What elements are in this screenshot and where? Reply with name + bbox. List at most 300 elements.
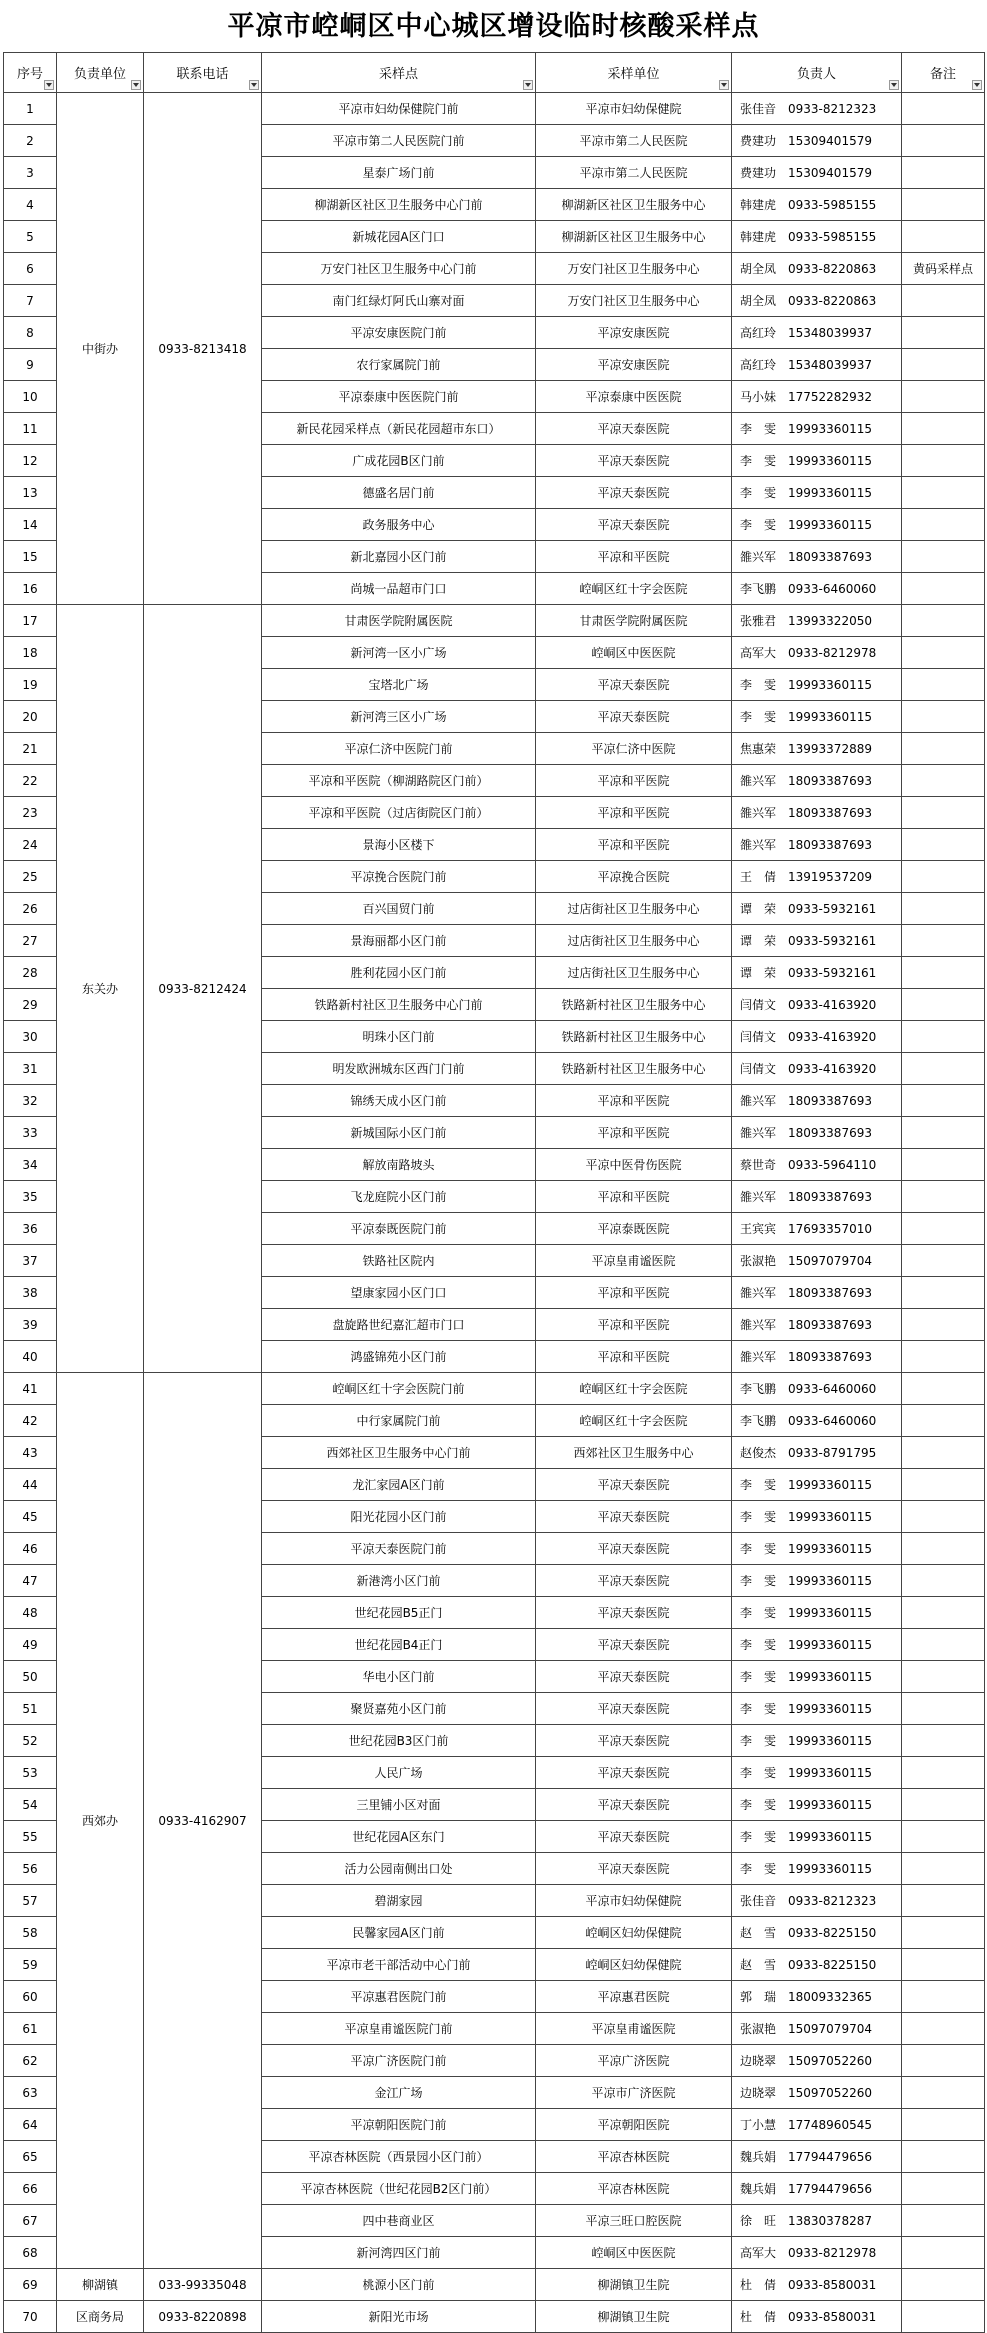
person-in-charge: 雒兴军 18093387693	[732, 1309, 902, 1341]
row-number: 20	[4, 701, 57, 733]
sampling-site: 锦绣天成小区门前	[262, 1085, 536, 1117]
row-number: 38	[4, 1277, 57, 1309]
contact-phone: 033-99335048	[144, 2269, 262, 2301]
note	[902, 1277, 985, 1309]
person-in-charge: 李 雯 19993360115	[732, 669, 902, 701]
note	[902, 1117, 985, 1149]
sampling-site: 明发欧洲城东区西门门前	[262, 1053, 536, 1085]
person-in-charge: 边晓翠 15097052260	[732, 2045, 902, 2077]
sampling-site: 平凉仁济中医院门前	[262, 733, 536, 765]
note	[902, 1053, 985, 1085]
responsible-unit: 区商务局	[57, 2301, 144, 2333]
row-number: 24	[4, 829, 57, 861]
person-in-charge: 李 雯 19993360115	[732, 477, 902, 509]
note	[902, 989, 985, 1021]
note	[902, 189, 985, 221]
sampling-org: 平凉天泰医院	[536, 413, 732, 445]
sampling-org: 柳湖新区社区卫生服务中心	[536, 189, 732, 221]
row-number: 6	[4, 253, 57, 285]
sampling-org: 平凉天泰医院	[536, 1725, 732, 1757]
person-in-charge: 李 雯 19993360115	[732, 1565, 902, 1597]
row-number: 34	[4, 1149, 57, 1181]
person-in-charge: 李 雯 19993360115	[732, 1661, 902, 1693]
note	[902, 1757, 985, 1789]
sampling-org: 柳湖新区社区卫生服务中心	[536, 221, 732, 253]
sampling-site: 新阳光市场	[262, 2301, 536, 2333]
sampling-org: 崆峒区中医医院	[536, 637, 732, 669]
sampling-site: 新河湾四区门前	[262, 2237, 536, 2269]
sampling-org: 平凉和平医院	[536, 765, 732, 797]
person-in-charge: 张佳音 0933-8212323	[732, 93, 902, 125]
sampling-org: 平凉天泰医院	[536, 477, 732, 509]
row-number: 69	[4, 2269, 57, 2301]
sampling-org: 崆峒区中医医院	[536, 2237, 732, 2269]
note	[902, 2269, 985, 2301]
person-in-charge: 雒兴军 18093387693	[732, 829, 902, 861]
sampling-org: 平凉天泰医院	[536, 1661, 732, 1693]
sampling-org: 平凉和平医院	[536, 1085, 732, 1117]
row-number: 19	[4, 669, 57, 701]
row-number: 23	[4, 797, 57, 829]
note	[902, 957, 985, 989]
person-in-charge: 胡全凤 0933-8220863	[732, 285, 902, 317]
note	[902, 1373, 985, 1405]
filter-dropdown-icon[interactable]	[44, 80, 54, 90]
person-in-charge: 张淑艳 15097079704	[732, 1245, 902, 1277]
person-in-charge: 雒兴军 18093387693	[732, 765, 902, 797]
note	[902, 509, 985, 541]
row-number: 67	[4, 2205, 57, 2237]
sampling-org: 平凉挽合医院	[536, 861, 732, 893]
note	[902, 2205, 985, 2237]
row-number: 5	[4, 221, 57, 253]
person-in-charge: 雒兴军 18093387693	[732, 541, 902, 573]
sampling-site: 平凉杏林医院（西景园小区门前）	[262, 2141, 536, 2173]
table-row	[4, 1373, 985, 1405]
sampling-org: 平凉泰康中医医院	[536, 381, 732, 413]
note	[902, 1789, 985, 1821]
row-number: 29	[4, 989, 57, 1021]
row-number: 59	[4, 1949, 57, 1981]
row-number: 43	[4, 1437, 57, 1469]
sampling-org: 平凉仁济中医院	[536, 733, 732, 765]
sampling-org: 过店街社区卫生服务中心	[536, 925, 732, 957]
person-in-charge: 闫倩文 0933-4163920	[732, 989, 902, 1021]
sampling-site: 平凉和平医院（过店街院区门前）	[262, 797, 536, 829]
filter-dropdown-icon[interactable]	[523, 80, 533, 90]
sampling-org: 平凉和平医院	[536, 1181, 732, 1213]
row-number: 62	[4, 2045, 57, 2077]
sampling-site: 平凉市第二人民医院门前	[262, 125, 536, 157]
note	[902, 1597, 985, 1629]
row-number: 9	[4, 349, 57, 381]
sampling-site: 解放南路坡头	[262, 1149, 536, 1181]
note	[902, 1981, 985, 2013]
note: 黄码采样点	[902, 253, 985, 285]
sampling-org: 平凉市第二人民医院	[536, 157, 732, 189]
sampling-site: 新民花园采样点（新民花园超市东口）	[262, 413, 536, 445]
note	[902, 1949, 985, 1981]
filter-dropdown-icon[interactable]	[889, 80, 899, 90]
sampling-org: 平凉天泰医院	[536, 1501, 732, 1533]
note	[902, 1917, 985, 1949]
row-number: 66	[4, 2173, 57, 2205]
person-in-charge: 费建功 15309401579	[732, 125, 902, 157]
person-in-charge: 李 雯 19993360115	[732, 1757, 902, 1789]
row-number: 42	[4, 1405, 57, 1437]
sampling-site: 新河湾三区小广场	[262, 701, 536, 733]
note	[902, 1437, 985, 1469]
sampling-site: 阳光花园小区门前	[262, 1501, 536, 1533]
row-number: 3	[4, 157, 57, 189]
row-number: 18	[4, 637, 57, 669]
row-number: 58	[4, 1917, 57, 1949]
sampling-org: 平凉和平医院	[536, 1341, 732, 1373]
person-in-charge: 韩建虎 0933-5985155	[732, 189, 902, 221]
sampling-org: 平凉市妇幼保健院	[536, 1885, 732, 1917]
sampling-site: 铁路新村社区卫生服务中心门前	[262, 989, 536, 1021]
person-in-charge: 李 雯 19993360115	[732, 413, 902, 445]
sampling-org: 平凉皇甫谧医院	[536, 1245, 732, 1277]
sampling-org: 平凉天泰医院	[536, 445, 732, 477]
sampling-org: 平凉天泰医院	[536, 1853, 732, 1885]
sampling-site: 三里铺小区对面	[262, 1789, 536, 1821]
sampling-org: 铁路新村社区卫生服务中心	[536, 989, 732, 1021]
sampling-site: 崆峒区红十字会医院门前	[262, 1373, 536, 1405]
row-number: 36	[4, 1213, 57, 1245]
sampling-site: 新港湾小区门前	[262, 1565, 536, 1597]
person-in-charge: 李 雯 19993360115	[732, 1789, 902, 1821]
row-number: 11	[4, 413, 57, 445]
row-number: 50	[4, 1661, 57, 1693]
row-number: 52	[4, 1725, 57, 1757]
person-in-charge: 赵俊杰 0933-8791795	[732, 1437, 902, 1469]
sampling-org: 平凉市妇幼保健院	[536, 93, 732, 125]
sampling-site: 新北嘉园小区门前	[262, 541, 536, 573]
note	[902, 2141, 985, 2173]
sampling-site: 平凉杏林医院（世纪花园B2区门前）	[262, 2173, 536, 2205]
contact-phone: 0933-4162907	[144, 1373, 262, 2269]
person-in-charge: 李 雯 19993360115	[732, 1693, 902, 1725]
sampling-org: 平凉广济医院	[536, 2045, 732, 2077]
filter-dropdown-icon[interactable]	[719, 80, 729, 90]
row-number: 17	[4, 605, 57, 637]
sampling-org: 平凉朝阳医院	[536, 2109, 732, 2141]
sampling-site: 南门红绿灯阿氏山寨对面	[262, 285, 536, 317]
note	[902, 2013, 985, 2045]
sampling-site: 星泰广场门前	[262, 157, 536, 189]
row-number: 47	[4, 1565, 57, 1597]
note	[902, 733, 985, 765]
person-in-charge: 雒兴军 18093387693	[732, 1181, 902, 1213]
row-number: 28	[4, 957, 57, 989]
row-number: 39	[4, 1309, 57, 1341]
sampling-site: 西郊社区卫生服务中心门前	[262, 1437, 536, 1469]
sampling-org: 过店街社区卫生服务中心	[536, 893, 732, 925]
note	[902, 157, 985, 189]
sampling-site: 景海丽都小区门前	[262, 925, 536, 957]
note	[902, 925, 985, 957]
sampling-site: 盘旋路世纪嘉汇超市门口	[262, 1309, 536, 1341]
note	[902, 1149, 985, 1181]
row-number: 57	[4, 1885, 57, 1917]
person-in-charge: 李 雯 19993360115	[732, 701, 902, 733]
sampling-site: 胜利花园小区门前	[262, 957, 536, 989]
sampling-org: 平凉和平医院	[536, 541, 732, 573]
note	[902, 637, 985, 669]
row-number: 31	[4, 1053, 57, 1085]
sampling-site: 人民广场	[262, 1757, 536, 1789]
person-in-charge: 李飞鹏 0933-6460060	[732, 1373, 902, 1405]
sampling-site: 柳湖新区社区卫生服务中心门前	[262, 189, 536, 221]
responsible-unit: 中街办	[57, 93, 144, 605]
person-in-charge: 丁小慧 17748960545	[732, 2109, 902, 2141]
sampling-site: 平凉市老干部活动中心门前	[262, 1949, 536, 1981]
note	[902, 317, 985, 349]
row-number: 46	[4, 1533, 57, 1565]
note	[902, 2301, 985, 2333]
sampling-site: 龙汇家园A区门前	[262, 1469, 536, 1501]
table-row	[4, 2301, 985, 2333]
row-number: 14	[4, 509, 57, 541]
table-row	[4, 93, 985, 125]
row-number: 44	[4, 1469, 57, 1501]
note	[902, 381, 985, 413]
filter-dropdown-icon[interactable]	[249, 80, 259, 90]
row-number: 2	[4, 125, 57, 157]
sampling-site: 甘肃医学院附属医院	[262, 605, 536, 637]
person-in-charge: 雒兴军 18093387693	[732, 1277, 902, 1309]
row-number: 22	[4, 765, 57, 797]
table-header-row	[4, 53, 985, 93]
sampling-org: 平凉中医骨伤医院	[536, 1149, 732, 1181]
row-number: 64	[4, 2109, 57, 2141]
note	[902, 1469, 985, 1501]
sampling-org: 平凉三旺口腔医院	[536, 2205, 732, 2237]
person-in-charge: 王 倩 13919537209	[732, 861, 902, 893]
row-number: 27	[4, 925, 57, 957]
person-in-charge: 雒兴军 18093387693	[732, 1117, 902, 1149]
note	[902, 221, 985, 253]
person-in-charge: 高军大 0933-8212978	[732, 2237, 902, 2269]
person-in-charge: 李 雯 19993360115	[732, 1821, 902, 1853]
note	[902, 1501, 985, 1533]
sampling-site: 活力公园南侧出口处	[262, 1853, 536, 1885]
contact-phone: 0933-8213418	[144, 93, 262, 605]
sampling-site: 民馨家园A区门前	[262, 1917, 536, 1949]
row-number: 51	[4, 1693, 57, 1725]
sampling-org: 过店街社区卫生服务中心	[536, 957, 732, 989]
note	[902, 2237, 985, 2269]
sampling-org: 平凉杏林医院	[536, 2141, 732, 2173]
sampling-site: 尚城一品超市门口	[262, 573, 536, 605]
sampling-site: 鸿盛锦苑小区门前	[262, 1341, 536, 1373]
sampling-org: 西郊社区卫生服务中心	[536, 1437, 732, 1469]
sampling-site: 飞龙庭院小区门前	[262, 1181, 536, 1213]
sampling-org: 平凉杏林医院	[536, 2173, 732, 2205]
sampling-sites-table	[3, 52, 985, 2333]
responsible-unit: 柳湖镇	[57, 2269, 144, 2301]
sampling-site: 平凉广济医院门前	[262, 2045, 536, 2077]
person-in-charge: 雒兴军 18093387693	[732, 1341, 902, 1373]
header-site: 采样点	[262, 53, 536, 93]
person-in-charge: 高军大 0933-8212978	[732, 637, 902, 669]
page-title: 平凉市崆峒区中心城区增设临时核酸采样点	[227, 11, 760, 42]
sampling-site: 明珠小区门前	[262, 1021, 536, 1053]
responsible-unit: 西郊办	[57, 1373, 144, 2269]
row-number: 4	[4, 189, 57, 221]
note	[902, 93, 985, 125]
sampling-site: 平凉挽合医院门前	[262, 861, 536, 893]
sampling-org: 平凉安康医院	[536, 349, 732, 381]
person-in-charge: 雒兴军 18093387693	[732, 1085, 902, 1117]
row-number: 41	[4, 1373, 57, 1405]
row-number: 16	[4, 573, 57, 605]
contact-phone: 0933-8220898	[144, 2301, 262, 2333]
sampling-org: 平凉安康医院	[536, 317, 732, 349]
sampling-org: 平凉天泰医院	[536, 1821, 732, 1853]
person-in-charge: 焦惠荣 13993372889	[732, 733, 902, 765]
person-in-charge: 张佳音 0933-8212323	[732, 1885, 902, 1917]
row-number: 7	[4, 285, 57, 317]
row-number: 61	[4, 2013, 57, 2045]
sampling-site: 中行家属院门前	[262, 1405, 536, 1437]
sampling-site: 平凉朝阳医院门前	[262, 2109, 536, 2141]
note	[902, 285, 985, 317]
sampling-org: 万安门社区卫生服务中心	[536, 285, 732, 317]
person-in-charge: 李飞鹏 0933-6460060	[732, 1405, 902, 1437]
person-in-charge: 谭 荣 0933-5932161	[732, 957, 902, 989]
person-in-charge: 胡全凤 0933-8220863	[732, 253, 902, 285]
responsible-unit: 东关办	[57, 605, 144, 1373]
table-body	[4, 93, 985, 2333]
row-number: 21	[4, 733, 57, 765]
person-in-charge: 张雅君 13993322050	[732, 605, 902, 637]
sampling-org: 平凉天泰医院	[536, 1533, 732, 1565]
note	[902, 1245, 985, 1277]
contact-phone: 0933-8212424	[144, 605, 262, 1373]
note	[902, 829, 985, 861]
note	[902, 477, 985, 509]
row-number: 65	[4, 2141, 57, 2173]
sampling-site: 世纪花园B3区门前	[262, 1725, 536, 1757]
sampling-org: 平凉天泰医院	[536, 509, 732, 541]
sampling-org: 崆峒区红十字会医院	[536, 573, 732, 605]
note	[902, 1021, 985, 1053]
sampling-site: 铁路社区院内	[262, 1245, 536, 1277]
sampling-site: 世纪花园B4正门	[262, 1629, 536, 1661]
sampling-site: 平凉皇甫谧医院门前	[262, 2013, 536, 2045]
sampling-org: 平凉市广济医院	[536, 2077, 732, 2109]
sampling-org: 平凉惠君医院	[536, 1981, 732, 2013]
sampling-org: 平凉天泰医院	[536, 1693, 732, 1725]
filter-dropdown-icon[interactable]	[972, 80, 982, 90]
note	[902, 2109, 985, 2141]
sampling-site: 平凉泰康中医医院门前	[262, 381, 536, 413]
row-number: 63	[4, 2077, 57, 2109]
person-in-charge: 王宾宾 17693357010	[732, 1213, 902, 1245]
row-number: 54	[4, 1789, 57, 1821]
row-number: 37	[4, 1245, 57, 1277]
sampling-site: 新城国际小区门前	[262, 1117, 536, 1149]
sampling-site: 平凉安康医院门前	[262, 317, 536, 349]
note	[902, 573, 985, 605]
sampling-org: 平凉泰既医院	[536, 1213, 732, 1245]
note	[902, 2173, 985, 2205]
person-in-charge: 魏兵娟 17794479656	[732, 2173, 902, 2205]
sampling-site: 平凉和平医院（柳湖路院区门前）	[262, 765, 536, 797]
person-in-charge: 李飞鹏 0933-6460060	[732, 573, 902, 605]
note	[902, 1693, 985, 1725]
sampling-org: 崆峒区妇幼保健院	[536, 1917, 732, 1949]
person-in-charge: 杜 倩 0933-8580031	[732, 2269, 902, 2301]
note	[902, 1565, 985, 1597]
row-number: 55	[4, 1821, 57, 1853]
header-org: 采样单位	[536, 53, 732, 93]
person-in-charge: 韩建虎 0933-5985155	[732, 221, 902, 253]
sampling-org: 平凉天泰医院	[536, 1565, 732, 1597]
sampling-org: 平凉皇甫谧医院	[536, 2013, 732, 2045]
header-unit: 负责单位	[57, 53, 144, 93]
sampling-org: 万安门社区卫生服务中心	[536, 253, 732, 285]
note	[902, 445, 985, 477]
sampling-org: 铁路新村社区卫生服务中心	[536, 1053, 732, 1085]
row-number: 1	[4, 93, 57, 125]
sampling-site: 新河湾一区小广场	[262, 637, 536, 669]
sampling-org: 平凉和平医院	[536, 797, 732, 829]
note	[902, 701, 985, 733]
person-in-charge: 李 雯 19993360115	[732, 1501, 902, 1533]
sampling-org: 平凉天泰医院	[536, 1789, 732, 1821]
person-in-charge: 李 雯 19993360115	[732, 1597, 902, 1629]
sampling-org: 平凉和平医院	[536, 1309, 732, 1341]
row-number: 30	[4, 1021, 57, 1053]
row-number: 13	[4, 477, 57, 509]
person-in-charge: 边晓翠 15097052260	[732, 2077, 902, 2109]
person-in-charge: 高红玲 15348039937	[732, 317, 902, 349]
row-number: 45	[4, 1501, 57, 1533]
person-in-charge: 李 雯 19993360115	[732, 509, 902, 541]
person-in-charge: 李 雯 19993360115	[732, 445, 902, 477]
header-person: 负责人	[732, 53, 902, 93]
sampling-org: 平凉天泰医院	[536, 701, 732, 733]
sampling-site: 百兴国贸门前	[262, 893, 536, 925]
sampling-org: 崆峒区红十字会医院	[536, 1405, 732, 1437]
note	[902, 1821, 985, 1853]
sampling-site: 万安门社区卫生服务中心门前	[262, 253, 536, 285]
note	[902, 349, 985, 381]
person-in-charge: 李 雯 19993360115	[732, 1469, 902, 1501]
note	[902, 1725, 985, 1757]
sampling-site: 世纪花园A区东门	[262, 1821, 536, 1853]
sampling-org: 平凉天泰医院	[536, 1597, 732, 1629]
sampling-site: 四中巷商业区	[262, 2205, 536, 2237]
note	[902, 125, 985, 157]
table-row	[4, 2269, 985, 2301]
header-phone: 联系电话	[144, 53, 262, 93]
note	[902, 797, 985, 829]
note	[902, 1629, 985, 1661]
note	[902, 1405, 985, 1437]
sampling-site: 新城花园A区门口	[262, 221, 536, 253]
row-number: 33	[4, 1117, 57, 1149]
sampling-org: 平凉和平医院	[536, 829, 732, 861]
row-number: 32	[4, 1085, 57, 1117]
filter-dropdown-icon[interactable]	[131, 80, 141, 90]
note	[902, 2077, 985, 2109]
sampling-org: 柳湖镇卫生院	[536, 2269, 732, 2301]
row-number: 40	[4, 1341, 57, 1373]
